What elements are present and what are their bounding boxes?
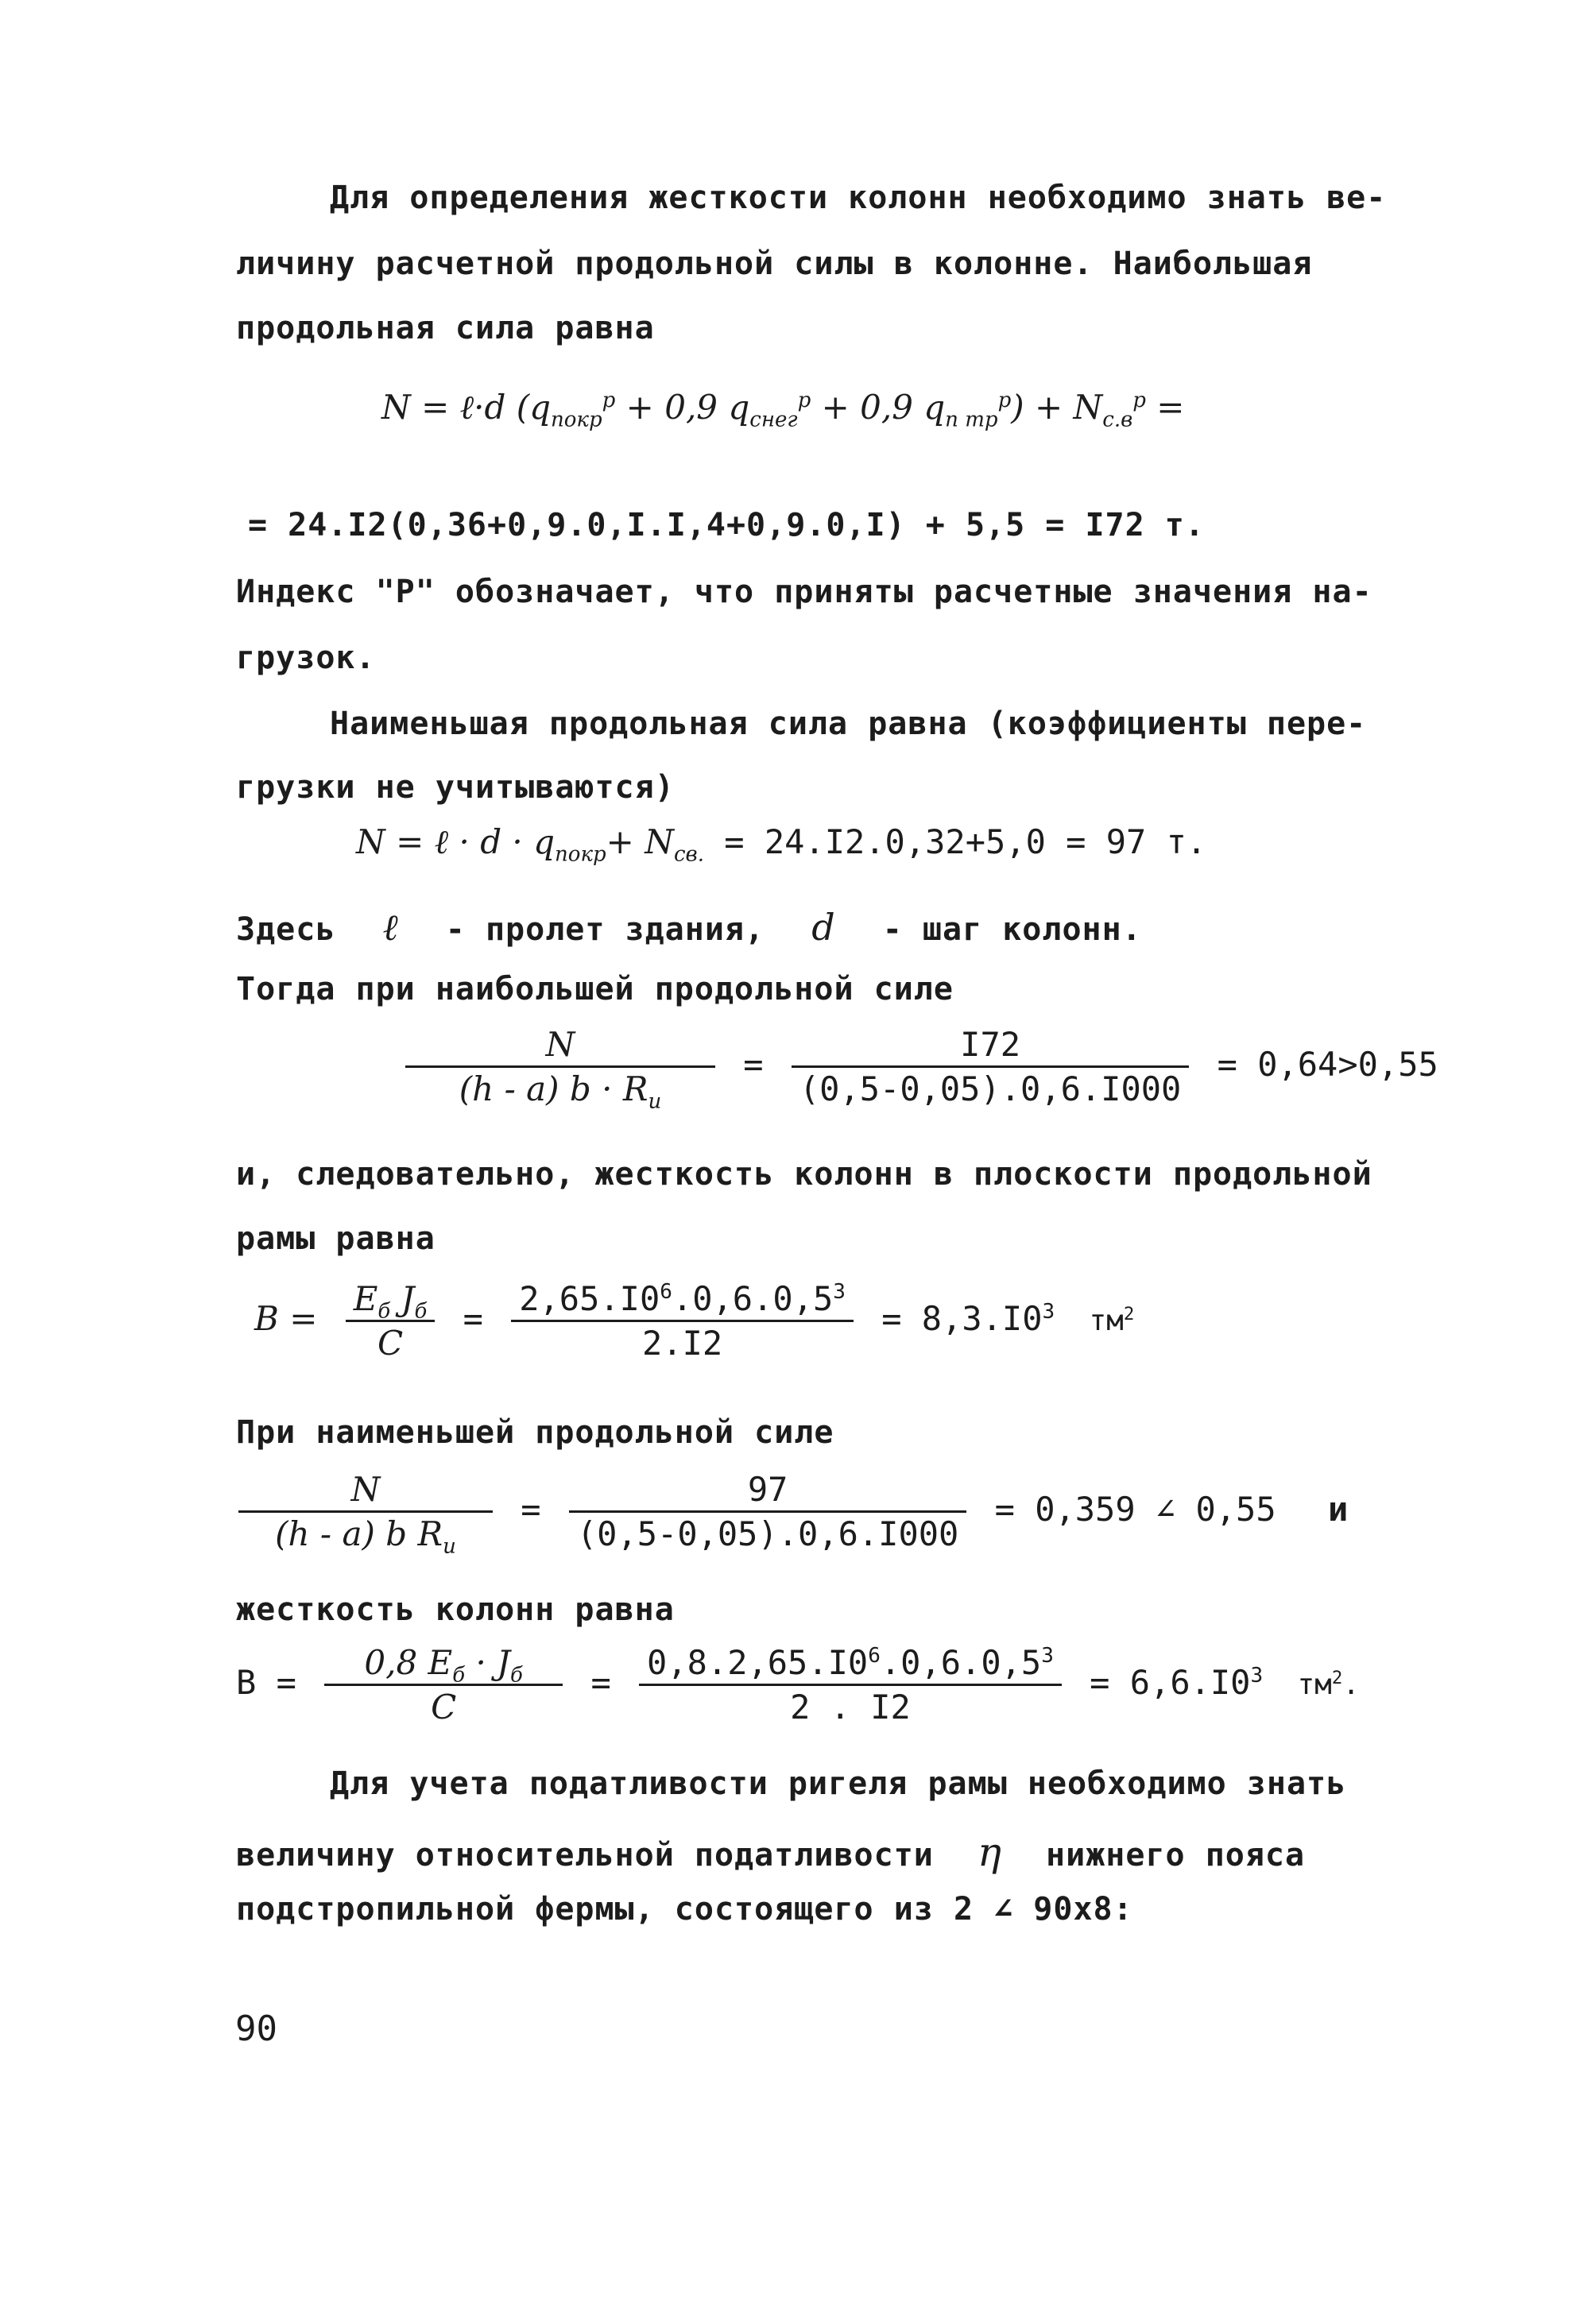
formula-text: 0,8.2,65.I0 (647, 1643, 869, 1682)
formula-superscript: 6 (868, 1644, 881, 1668)
formula-text: (h - a) b · R (459, 1069, 648, 1108)
symbol-span: ℓ (382, 906, 399, 949)
formula-subscript: покр (551, 408, 602, 432)
paragraph-3-line-2: грузки не учитываются) (236, 769, 675, 806)
formula-subscript: с.в (1102, 408, 1133, 432)
paragraph-9-text-b: нижнего пояса (1046, 1837, 1306, 1874)
formula-subscript: п тр (945, 408, 998, 432)
definition-span-text: - пролет здания, (445, 911, 765, 948)
fraction-denominator: (0,5-0,05).0,6.I000 (799, 1069, 1182, 1108)
formula-text: E (353, 1279, 378, 1318)
fraction-numerator: 97 (569, 1470, 966, 1513)
formula-lhs: B = (254, 1299, 318, 1338)
formula-stiffness-max (254, 1279, 1134, 1363)
formula-subscript: снег (749, 408, 798, 432)
formula-subscript: покр (555, 842, 606, 867)
paragraph-7: При наименьшей продольной силе (236, 1414, 834, 1451)
fraction-denominator: C (431, 1688, 457, 1727)
paragraph-3-line-1: Наименьшая продольная сила равна (коэффициенты пере- (330, 706, 1367, 742)
paragraph-9-line-3: подстропильной фермы, состоящего из 2 ∠ 90х8: (236, 1891, 1133, 1928)
fraction-numeric (569, 1470, 966, 1553)
paragraph-6-line-1: и, следовательно, жесткость колонн в плоскости продольной (236, 1156, 1372, 1193)
formula-superscript: 6 (660, 1280, 672, 1304)
equals-sign: = (743, 1045, 764, 1084)
formula-stiffness-min (236, 1643, 1360, 1727)
equals-sign: = (521, 1490, 541, 1529)
formula-text: N = ℓ · d · q (356, 822, 556, 861)
fraction-denominator: 2.I2 (642, 1324, 723, 1363)
formula-unit (1297, 1669, 1359, 1701)
formula-text: N = ℓ·d (q (381, 388, 551, 427)
formula-text: J (390, 1279, 415, 1318)
formula-superscript: р (797, 389, 811, 412)
paragraph-5: Тогда при наибольшей продольной силе (236, 971, 954, 1007)
formula-text: + 0,9 q (811, 388, 946, 427)
unit-text: тм (1297, 1669, 1332, 1701)
formula-text: + N (606, 822, 674, 861)
fraction-numeric (639, 1643, 1062, 1727)
formula-max-axial-force (381, 388, 1185, 432)
formula-ratio-max (397, 1025, 1438, 1114)
formula-superscript: 3 (1042, 1300, 1055, 1324)
fraction-denominator: C (377, 1324, 404, 1363)
formula-text: .0,6.0,5 (880, 1643, 1042, 1682)
definition-step-text: - шаг колонн. (882, 911, 1142, 948)
paragraph-9-line-1: Для учета податливости ригеля рамы необходимо знать (330, 1765, 1347, 1802)
paragraph-9-line-2 (236, 1829, 1305, 1875)
formula-superscript: 2 (1123, 1304, 1135, 1324)
formula-subscript: б (377, 1299, 391, 1324)
definitions-lead: Здесь (236, 911, 336, 948)
fraction-numeric (792, 1025, 1189, 1108)
unit-text: тм (1089, 1305, 1124, 1337)
formula-text: = 8,3.I0 (881, 1299, 1043, 1338)
formula-superscript: р (997, 389, 1012, 412)
formula-text: .0,6.0,5 (672, 1279, 834, 1318)
formula-subscript: б (452, 1663, 466, 1688)
fraction-numerator (511, 1279, 854, 1322)
symbol-step: d (811, 906, 836, 949)
paragraph-definitions (236, 906, 1142, 949)
formula-result: = 0,359 ∠ 0,55 (994, 1490, 1276, 1529)
formula-result (1090, 1663, 1263, 1702)
fraction-numerator: I72 (792, 1025, 1189, 1068)
conjunction-text: и (1327, 1490, 1349, 1529)
fraction-numerator (324, 1643, 563, 1686)
formula-subscript: u (648, 1089, 662, 1114)
equals-sign: = (590, 1663, 611, 1702)
formula-text: = 6,6.I0 (1090, 1663, 1251, 1702)
formula-superscript: р (602, 389, 616, 412)
formula-min-axial-force (356, 822, 1207, 867)
calculation-max-force-result: = 24.I2(0,36+0,9.0,I.I,4+0,9.0,I) + 5,5 = I72 т. (248, 507, 1205, 543)
formula-text: ) + N (1011, 388, 1103, 427)
formula-text: 2,65.I0 (519, 1279, 660, 1318)
formula-subscript: св. (673, 842, 704, 867)
formula-result (881, 1299, 1055, 1338)
formula-result: = 24.I2.0,32+5,0 = 97 т. (703, 822, 1207, 861)
fraction-numerator: N (238, 1470, 493, 1513)
fraction-denominator: 2 . I2 (790, 1688, 911, 1727)
formula-text: . (1342, 1669, 1360, 1701)
formula-superscript: 3 (1250, 1664, 1264, 1688)
fraction-symbolic (405, 1025, 715, 1114)
formula-subscript: б (414, 1299, 428, 1324)
formula-text: + 0,9 q (615, 388, 750, 427)
fraction-symbolic (324, 1643, 563, 1727)
paragraph-1-line-2: личину расчетной продольной силы в колонне. Наибольшая (236, 246, 1313, 282)
paragraph-2-line-1: Индекс "Р" обозначает, что приняты расчетные значения на- (236, 574, 1372, 610)
formula-text: · J (465, 1643, 510, 1682)
fraction-denominator: (0,5-0,05).0,6.I000 (576, 1514, 959, 1553)
fraction-numerator (346, 1279, 436, 1322)
paragraph-8: жесткость колонн равна (236, 1591, 675, 1628)
formula-text: = (1145, 388, 1185, 427)
fraction-symbolic (238, 1470, 493, 1559)
formula-unit (1090, 1305, 1135, 1337)
formula-superscript: 3 (833, 1280, 846, 1304)
formula-ratio-min (230, 1470, 1349, 1559)
fraction-numerator: N (405, 1025, 715, 1068)
fraction-symbolic (346, 1279, 436, 1363)
symbol-eta: η (977, 1829, 1002, 1875)
formula-text: 0,8 E (364, 1643, 453, 1682)
paragraph-9-text-a: величину относительной податливости (236, 1837, 934, 1874)
fraction-numerator (639, 1643, 1062, 1686)
formula-lhs: B = (236, 1663, 296, 1702)
paragraph-2-line-2: грузок. (236, 640, 376, 676)
fraction-denominator (238, 1513, 493, 1559)
formula-superscript: 2 (1331, 1668, 1343, 1688)
fraction-denominator (405, 1068, 715, 1114)
formula-text: (h - a) b R (275, 1514, 443, 1553)
page-number: 90 (235, 2009, 277, 2049)
formula-subscript: б (510, 1663, 523, 1688)
formula-superscript: р (1132, 389, 1146, 412)
formula-result: = 0,64>0,55 (1217, 1045, 1438, 1084)
formula-subscript: u (443, 1534, 456, 1559)
paragraph-1-line-3: продольная сила равна (236, 310, 655, 346)
fraction-numeric (511, 1279, 854, 1363)
paragraph-6-line-2: рамы равна (236, 1220, 436, 1257)
paragraph-1-line-1: Для определения жесткости колонн необходимо знать ве- (330, 180, 1387, 216)
formula-superscript: 3 (1041, 1644, 1054, 1668)
equals-sign: = (463, 1299, 483, 1338)
